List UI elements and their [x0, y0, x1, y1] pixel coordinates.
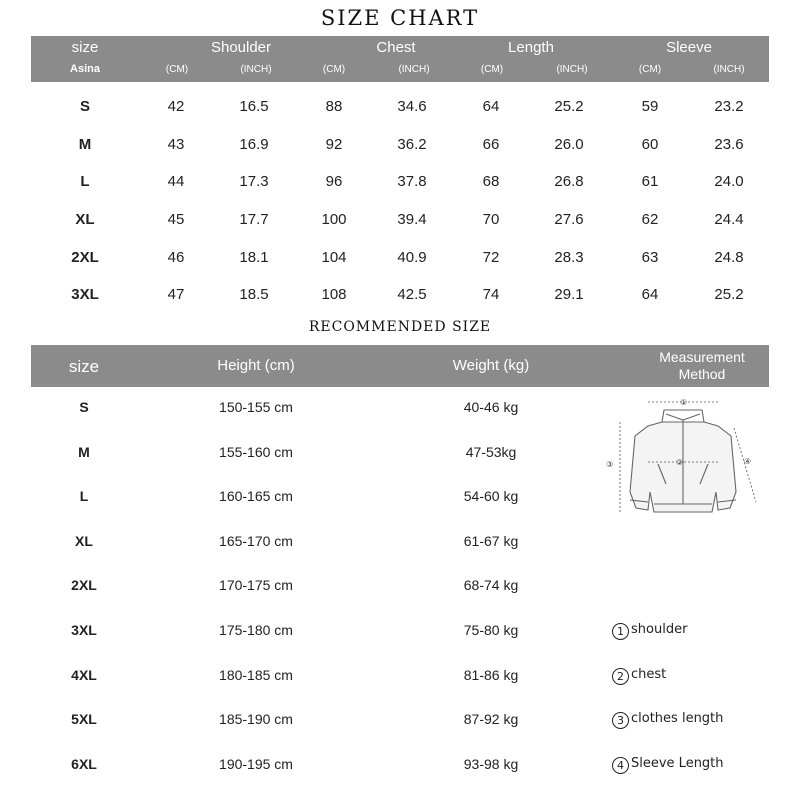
- measurement-cell: 43: [167, 136, 185, 153]
- diagram-mark-chest: ②: [676, 458, 684, 467]
- diagram-mark-length: ③: [606, 460, 614, 469]
- legend-chest: [612, 667, 666, 685]
- measurement-cell: 104: [321, 249, 347, 266]
- measurement-cell: 17.7: [239, 211, 269, 228]
- asina-col-header: Asina: [70, 63, 100, 75]
- recommended-row: [31, 567, 769, 607]
- measurement-cell: 24.0: [714, 173, 744, 190]
- weight-cell: 68-74 kg: [463, 577, 519, 593]
- jacket-measurement-diagram: [600, 392, 770, 522]
- measurement-cell: 25.2: [554, 98, 584, 115]
- legend-sleeve-length: [612, 756, 724, 774]
- measurement-cell: 36.2: [397, 136, 427, 153]
- measurement-cell: 63: [641, 249, 659, 266]
- recommended-size-title: RECOMMENDED SIZE: [308, 319, 492, 335]
- measurement-cell: 92: [325, 136, 343, 153]
- weight-cell: 40-46 kg: [463, 399, 519, 415]
- measurement-cell: 59: [641, 98, 659, 115]
- measurement-cell: 34.6: [397, 98, 427, 115]
- measurement-cell: 25.2: [714, 286, 744, 303]
- measurement-cell: 23.6: [714, 136, 744, 153]
- size-chart-row: [31, 276, 769, 314]
- unit-cm-header: (CM): [638, 64, 662, 75]
- measurement-cell: 40.9: [397, 249, 427, 266]
- measurement-cell: 42.5: [397, 286, 427, 303]
- size-chart-row: [31, 163, 769, 201]
- weight-cell: 87-92 kg: [463, 711, 519, 727]
- measurement-cell: 42: [167, 98, 185, 115]
- length-group-header: Length: [508, 39, 554, 56]
- measurement-cell: 28.3: [554, 249, 584, 266]
- rec-size-cell: 4XL: [71, 667, 97, 683]
- sleeve-group-header: Sleeve: [666, 39, 712, 56]
- measurement-cell: 96: [325, 173, 343, 190]
- measurement-cell: 108: [321, 286, 347, 303]
- rec-size-cell: 3XL: [71, 622, 97, 638]
- legend-label: Sleeve Length: [631, 756, 724, 771]
- height-cell: 160-165 cm: [219, 488, 293, 504]
- height-cell: 155-160 cm: [219, 444, 293, 460]
- size-cell: 3XL: [71, 286, 99, 303]
- measurement-cell: 27.6: [554, 211, 584, 228]
- measurement-cell: 66: [482, 136, 500, 153]
- measurement-method-line1: Measurement: [659, 349, 745, 365]
- height-cell: 175-180 cm: [219, 622, 293, 638]
- measurement-method-header: [632, 349, 772, 383]
- measurement-cell: 23.2: [714, 98, 744, 115]
- measurement-cell: 18.5: [239, 286, 269, 303]
- measurement-cell: 24.8: [714, 249, 744, 266]
- unit-inch-header: (INCH): [556, 64, 588, 75]
- measurement-method-line2: Method: [678, 366, 726, 382]
- diagram-mark-sleeve: ④: [744, 457, 752, 466]
- height-cell: 150-155 cm: [219, 399, 293, 415]
- rec-size-cell: 6XL: [71, 756, 97, 772]
- measurement-cell: 16.9: [239, 136, 269, 153]
- measurement-cell: 26.8: [554, 173, 584, 190]
- measurement-cell: 61: [641, 173, 659, 190]
- unit-cm-header: (CM): [480, 64, 504, 75]
- measurement-cell: 17.3: [239, 173, 269, 190]
- measurement-cell: 72: [482, 249, 500, 266]
- legend-number: 2: [612, 668, 629, 685]
- measurement-cell: 47: [167, 286, 185, 303]
- measurement-cell: 70: [482, 211, 500, 228]
- height-col-header: Height (cm): [217, 357, 295, 374]
- measurement-cell: 74: [482, 286, 500, 303]
- legend-number: 3: [612, 712, 629, 729]
- measurement-cell: 39.4: [397, 211, 427, 228]
- measurement-cell: 37.8: [397, 173, 427, 190]
- measurement-cell: 18.1: [239, 249, 269, 266]
- rec-size-cell: 2XL: [71, 577, 97, 593]
- size-chart-row: [31, 126, 769, 164]
- weight-cell: 47-53kg: [465, 444, 517, 460]
- height-cell: 180-185 cm: [219, 667, 293, 683]
- size-chart-row: [31, 201, 769, 239]
- measurement-cell: 64: [641, 286, 659, 303]
- height-cell: 170-175 cm: [219, 577, 293, 593]
- recommended-size-header: [31, 345, 769, 387]
- measurement-cell: 24.4: [714, 211, 744, 228]
- chest-group-header: Chest: [376, 39, 416, 56]
- size-cell: L: [80, 173, 90, 190]
- weight-col-header: Weight (kg): [452, 357, 530, 374]
- shoulder-group-header: Shoulder: [210, 39, 272, 56]
- recommended-row: [31, 523, 769, 563]
- size-chart-header: [31, 36, 769, 82]
- weight-cell: 81-86 kg: [463, 667, 519, 683]
- legend-label: clothes length: [631, 711, 724, 726]
- measurement-cell: 88: [325, 98, 343, 115]
- measurement-cell: 60: [641, 136, 659, 153]
- rec-size-cell: L: [79, 488, 89, 504]
- diagram-mark-shoulder: ①: [680, 398, 688, 407]
- measurement-cell: 29.1: [554, 286, 584, 303]
- legend-label: shoulder: [631, 622, 688, 637]
- weight-cell: 75-80 kg: [463, 622, 519, 638]
- weight-cell: 54-60 kg: [463, 488, 519, 504]
- size-chart-title: SIZE CHART: [320, 6, 480, 30]
- measurement-cell: 26.0: [554, 136, 584, 153]
- unit-inch-header: (INCH): [240, 64, 272, 75]
- size-cell: M: [78, 136, 92, 153]
- rec-size-col-header: size: [68, 357, 100, 376]
- legend-number: 4: [612, 757, 629, 774]
- weight-cell: 61-67 kg: [463, 533, 519, 549]
- measurement-cell: 44: [167, 173, 185, 190]
- measurement-cell: 45: [167, 211, 185, 228]
- size-col-header: size: [71, 39, 99, 56]
- height-cell: 185-190 cm: [219, 711, 293, 727]
- legend-number: 1: [612, 623, 629, 640]
- unit-inch-header: (INCH): [713, 64, 745, 75]
- height-cell: 190-195 cm: [219, 756, 293, 772]
- weight-cell: 93-98 kg: [463, 756, 519, 772]
- measurement-cell: 46: [167, 249, 185, 266]
- legend-label: chest: [631, 667, 667, 682]
- unit-cm-header: (CM): [165, 64, 189, 75]
- measurement-cell: 68: [482, 173, 500, 190]
- size-cell: XL: [75, 211, 95, 228]
- rec-size-cell: XL: [75, 533, 93, 549]
- measurement-cell: 62: [641, 211, 659, 228]
- size-chart-row: [31, 88, 769, 126]
- unit-cm-header: (CM): [322, 64, 346, 75]
- size-cell: 2XL: [71, 249, 99, 266]
- height-cell: 165-170 cm: [219, 533, 293, 549]
- unit-inch-header: (INCH): [398, 64, 430, 75]
- measurement-cell: 100: [321, 211, 347, 228]
- legend-shoulder: [612, 622, 687, 640]
- rec-size-cell: 5XL: [71, 711, 97, 727]
- size-chart-row: [31, 239, 769, 277]
- rec-size-cell: S: [79, 399, 89, 415]
- measurement-cell: 64: [482, 98, 500, 115]
- legend-clothes-length: [612, 711, 723, 729]
- size-cell: S: [79, 98, 90, 115]
- measurement-cell: 16.5: [239, 98, 269, 115]
- rec-size-cell: M: [78, 444, 90, 460]
